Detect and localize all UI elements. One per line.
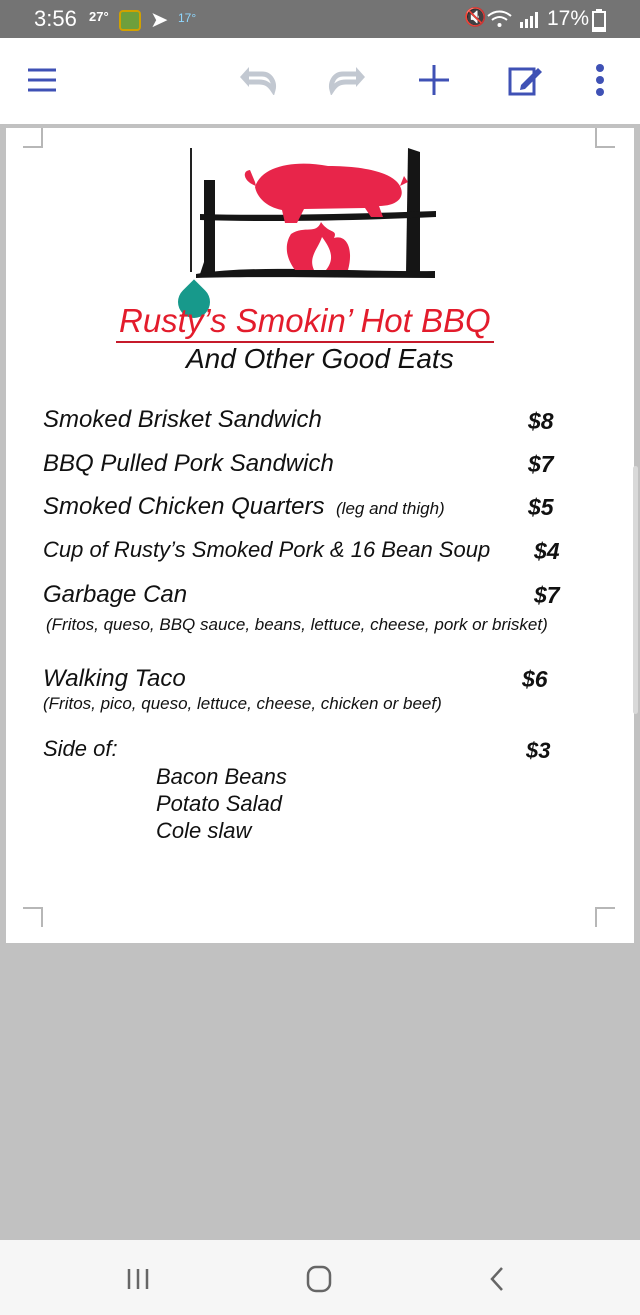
bbq-pig-logo — [186, 146, 446, 278]
menu-subtitle: And Other Good Eats — [186, 343, 454, 374]
menu-item-name: Smoked Chicken Quarters — [43, 493, 325, 520]
send-icon: ➤ — [150, 7, 169, 32]
menu-title: Rusty’s Smokin’ Hot BBQ — [116, 301, 494, 343]
recents-icon — [125, 1267, 151, 1291]
menu-item-name: Walking Taco — [43, 665, 186, 692]
menu-item-name: Cup of Rusty’s Smoked Pork & 16 Bean Soup — [43, 537, 491, 562]
menu-item-price: $3 — [526, 738, 551, 763]
side-item: Potato Salad — [156, 791, 282, 816]
edit-button[interactable] — [505, 60, 545, 100]
menu-item-name: Side of: — [43, 736, 118, 761]
menu-item-price: $7 — [528, 451, 554, 477]
redo-icon — [327, 65, 367, 95]
page-corner-top-right — [595, 128, 615, 148]
status-bar — [0, 0, 640, 38]
home-button[interactable] — [296, 1256, 341, 1301]
more-vert-icon — [593, 63, 607, 97]
menu-item-suffix: (leg and thigh) — [336, 499, 445, 518]
add-icon — [417, 63, 451, 97]
menu-item-name: Smoked Brisket Sandwich — [43, 406, 322, 433]
page-corner-top-left — [23, 128, 43, 148]
side-item: Cole slaw — [156, 818, 252, 843]
more-options-button[interactable] — [580, 60, 620, 100]
undo-icon — [238, 65, 278, 95]
menu-item-description: (Fritos, queso, BBQ sauce, beans, lettuce, cheese, pork or brisket) — [46, 615, 548, 634]
menu-item-name: BBQ Pulled Pork Sandwich — [43, 450, 334, 477]
add-button[interactable] — [414, 60, 454, 100]
redo-button[interactable] — [327, 60, 367, 100]
menu-item-price: $8 — [528, 408, 554, 434]
back-button[interactable] — [474, 1256, 519, 1301]
wifi-icon — [486, 10, 513, 30]
scrollbar-thumb[interactable] — [633, 466, 638, 714]
page-corner-bottom-right — [595, 907, 615, 927]
battery-percent: 17% — [547, 7, 590, 30]
menu-item-price: $5 — [528, 494, 554, 520]
status-temperature-secondary: 17° — [178, 11, 197, 25]
document-area — [0, 124, 640, 1240]
battery-icon — [592, 9, 606, 32]
weather-icon — [119, 10, 141, 31]
menu-item-description: (Fritos, pico, queso, lettuce, cheese, chicken or beef) — [43, 694, 442, 713]
undo-button[interactable] — [238, 60, 278, 100]
mute-icon: 🔇 — [464, 7, 487, 27]
side-item: Bacon Beans — [156, 764, 287, 789]
android-navigation-bar — [0, 1240, 640, 1315]
menu-icon — [25, 66, 59, 94]
signal-icon — [518, 10, 540, 28]
home-icon — [305, 1264, 333, 1294]
recents-button[interactable] — [115, 1256, 160, 1301]
document-page[interactable] — [6, 128, 634, 943]
status-temperature: 27° — [89, 9, 109, 24]
menu-item-price: $7 — [534, 582, 560, 608]
doc-toolbar — [0, 38, 640, 125]
menu-item-price: $6 — [522, 666, 548, 692]
status-time: 3:56 — [34, 6, 77, 31]
edit-icon — [507, 62, 543, 98]
menu-item-name: Garbage Can — [43, 581, 188, 608]
menu-item-price: $4 — [534, 538, 560, 564]
menu-button[interactable] — [22, 60, 62, 100]
back-icon — [486, 1264, 508, 1294]
page-corner-bottom-left — [23, 907, 43, 927]
